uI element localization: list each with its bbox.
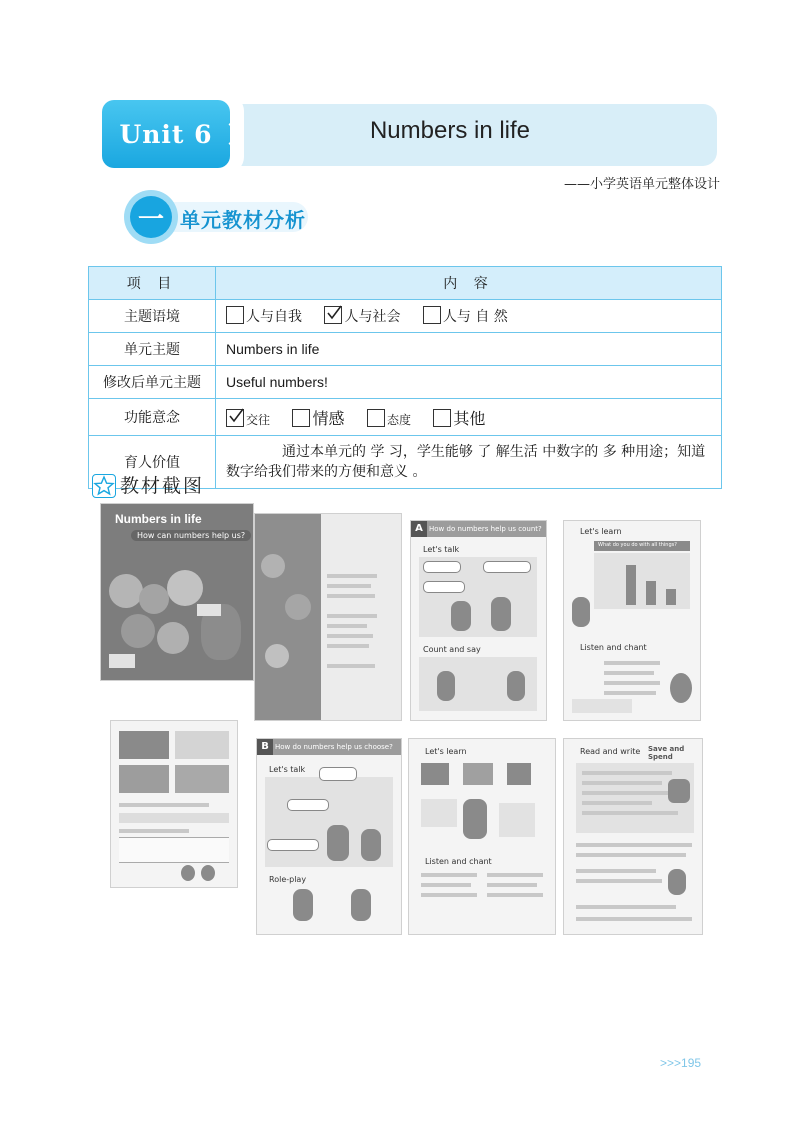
unit-theme-value: Numbers in life <box>216 333 722 366</box>
clock-image <box>421 763 449 785</box>
checkbox-icon[interactable] <box>367 409 385 427</box>
character <box>491 597 511 631</box>
section-label: Count and say <box>423 645 481 654</box>
decoration <box>572 699 632 713</box>
speech-bubble <box>423 561 461 573</box>
text-lines <box>327 574 377 578</box>
text-lines <box>576 905 676 909</box>
option-label: 人与自我 <box>246 309 302 325</box>
photo <box>175 765 229 793</box>
text-lines <box>604 661 660 665</box>
photo <box>175 731 229 759</box>
text-lines <box>582 781 662 785</box>
theme-context-options <box>216 300 722 333</box>
page-header: How do numbers help us choose? <box>257 739 401 755</box>
text-lines <box>582 801 652 805</box>
text-lines <box>119 803 209 807</box>
table-row <box>89 399 722 436</box>
section-label: Let's talk <box>423 545 460 554</box>
text-lines <box>582 811 678 815</box>
education-text: 通过本单元的 学 习，学生能够 了 解生活 中数字的 多 种用途；知道数字给我们带来的方便和意义 。 <box>226 444 706 480</box>
illustration <box>421 799 457 827</box>
price-tag <box>109 654 135 668</box>
text-lines <box>604 691 656 695</box>
text-lines <box>327 624 367 628</box>
traffic-light-image <box>507 763 531 785</box>
text-lines <box>487 883 537 887</box>
photo <box>119 731 169 759</box>
speech-bubble <box>319 767 357 781</box>
section-label: Let's learn <box>425 747 467 756</box>
chart-bar <box>626 565 636 605</box>
character <box>201 865 215 881</box>
column-header-item: 项 目 <box>89 267 216 300</box>
text-lines <box>327 594 375 598</box>
column-header-content: 内 容 <box>216 267 722 300</box>
text-lines <box>576 843 692 847</box>
section-number: 一 <box>130 196 172 238</box>
section-label: Role-play <box>269 875 307 884</box>
page-header: How do numbers help us count? <box>411 521 546 537</box>
option-attitude[interactable] <box>367 412 415 428</box>
fruit-image <box>167 570 203 606</box>
character <box>361 829 381 861</box>
unit-analysis-table <box>88 266 722 489</box>
text-lines <box>487 893 543 897</box>
textbook-page-cover <box>100 503 254 681</box>
text-lines <box>119 813 229 823</box>
section-title: 单元教材分析 <box>180 208 306 232</box>
unit-title: Numbers in life <box>369 117 531 144</box>
character <box>351 889 371 921</box>
text-lines <box>327 664 375 668</box>
text-lines <box>327 584 371 588</box>
textbook-page-b <box>256 738 402 935</box>
speech-bubble <box>423 581 465 593</box>
text-lines <box>421 873 477 877</box>
option-other[interactable] <box>433 408 486 428</box>
row-label: 功能意念 <box>89 399 216 436</box>
unit-badge: Unit 6 <box>102 100 230 168</box>
textbook-page-phonics <box>110 720 238 888</box>
character <box>670 673 692 703</box>
table-row <box>89 300 722 333</box>
checkbox-checked-icon[interactable] <box>226 409 244 427</box>
chart-question: What do you do with all things? <box>598 542 677 548</box>
scale-image <box>463 763 493 785</box>
section-label: Let's learn <box>580 527 622 536</box>
row-label: 育人价值 <box>89 436 216 489</box>
text-lines <box>421 893 477 897</box>
logo-text: Save and Spend <box>648 745 685 761</box>
option-emotion[interactable] <box>292 408 348 428</box>
star-icon <box>92 474 116 498</box>
checkbox-icon[interactable] <box>433 409 451 427</box>
fruit-image <box>139 584 169 614</box>
text-lines <box>576 853 686 857</box>
option-nature[interactable] <box>423 309 508 325</box>
row-label: 修改后单元主题 <box>89 366 216 399</box>
text-lines <box>327 614 377 618</box>
option-label: 其他 <box>453 408 486 428</box>
speech-bubble <box>483 561 531 573</box>
section-label: Listen and chant <box>425 857 492 866</box>
fruit-image <box>157 622 189 654</box>
section-label: Listen and chant <box>580 643 647 652</box>
option-communication[interactable] <box>226 412 274 428</box>
checkbox-icon[interactable] <box>423 306 441 324</box>
fruit-image <box>285 594 311 620</box>
speech-bubble <box>267 839 319 851</box>
character <box>293 889 313 921</box>
text-lines <box>582 771 672 775</box>
text-lines <box>119 829 189 833</box>
option-self[interactable] <box>226 309 306 325</box>
checkbox-checked-icon[interactable] <box>324 306 342 324</box>
option-label: 情感 <box>312 408 345 428</box>
text-lines <box>604 681 660 685</box>
text-lines <box>576 917 692 921</box>
option-label: 态度 <box>386 412 411 427</box>
table-row <box>89 333 722 366</box>
illustration <box>499 803 535 837</box>
character <box>507 671 525 701</box>
character <box>451 601 471 631</box>
checkbox-icon[interactable] <box>292 409 310 427</box>
chart-bar <box>646 581 656 605</box>
table-row <box>89 366 722 399</box>
revised-theme-value: Useful numbers! <box>216 366 722 399</box>
text-lines <box>327 644 369 648</box>
text-lines <box>327 634 373 638</box>
textbook-page-learn-2 <box>408 738 556 935</box>
text-lines <box>421 883 471 887</box>
option-label: 人与 自 然 <box>442 309 508 325</box>
checkbox-icon[interactable] <box>226 306 244 324</box>
character <box>463 799 487 839</box>
photo <box>119 765 169 793</box>
character <box>181 865 195 881</box>
row-label: 主题语境 <box>89 300 216 333</box>
text-lines <box>576 879 662 883</box>
unit-subtitle: ——小学英语单元整体设计 <box>563 177 720 192</box>
page-letter: A <box>411 521 427 537</box>
textbook-page-intro <box>254 513 402 721</box>
screenshots-title: 教材截图 <box>120 475 205 497</box>
text-lines <box>604 671 654 675</box>
page-title: Numbers in life <box>115 512 202 526</box>
textbook-page-a <box>410 520 547 721</box>
textbook-page-read <box>563 738 703 935</box>
character <box>437 671 455 701</box>
chevron-right-icon <box>226 120 244 148</box>
text-lines <box>487 873 543 877</box>
character <box>327 825 349 861</box>
fruit-image <box>121 614 155 648</box>
text-lines <box>576 869 656 873</box>
option-label: 交往 <box>246 412 271 427</box>
education-value <box>216 436 722 489</box>
page-letter: B <box>257 739 273 755</box>
page-number: >>>195 <box>660 1056 702 1070</box>
section-label: Let's talk <box>269 765 306 774</box>
section-label: Read and write <box>580 747 641 756</box>
row-label: 单元主题 <box>89 333 216 366</box>
writing-lines <box>119 837 229 863</box>
photo-strip <box>255 514 321 720</box>
option-society[interactable] <box>324 309 404 325</box>
character <box>668 869 686 895</box>
text-lines <box>582 791 668 795</box>
speech-bubble <box>287 799 329 811</box>
character <box>572 597 590 627</box>
fruit-image <box>261 554 285 578</box>
fruit-image <box>109 574 143 608</box>
textbook-page-learn <box>563 520 701 721</box>
function-options <box>216 399 722 436</box>
option-label: 人与社会 <box>344 309 401 325</box>
chart-bar <box>666 589 676 605</box>
table-header-row <box>89 267 722 300</box>
price-tag <box>197 604 221 616</box>
page-subtitle: How can numbers help us? <box>131 530 251 541</box>
fruit-image <box>265 644 289 668</box>
piggy-bank-image <box>668 779 690 803</box>
